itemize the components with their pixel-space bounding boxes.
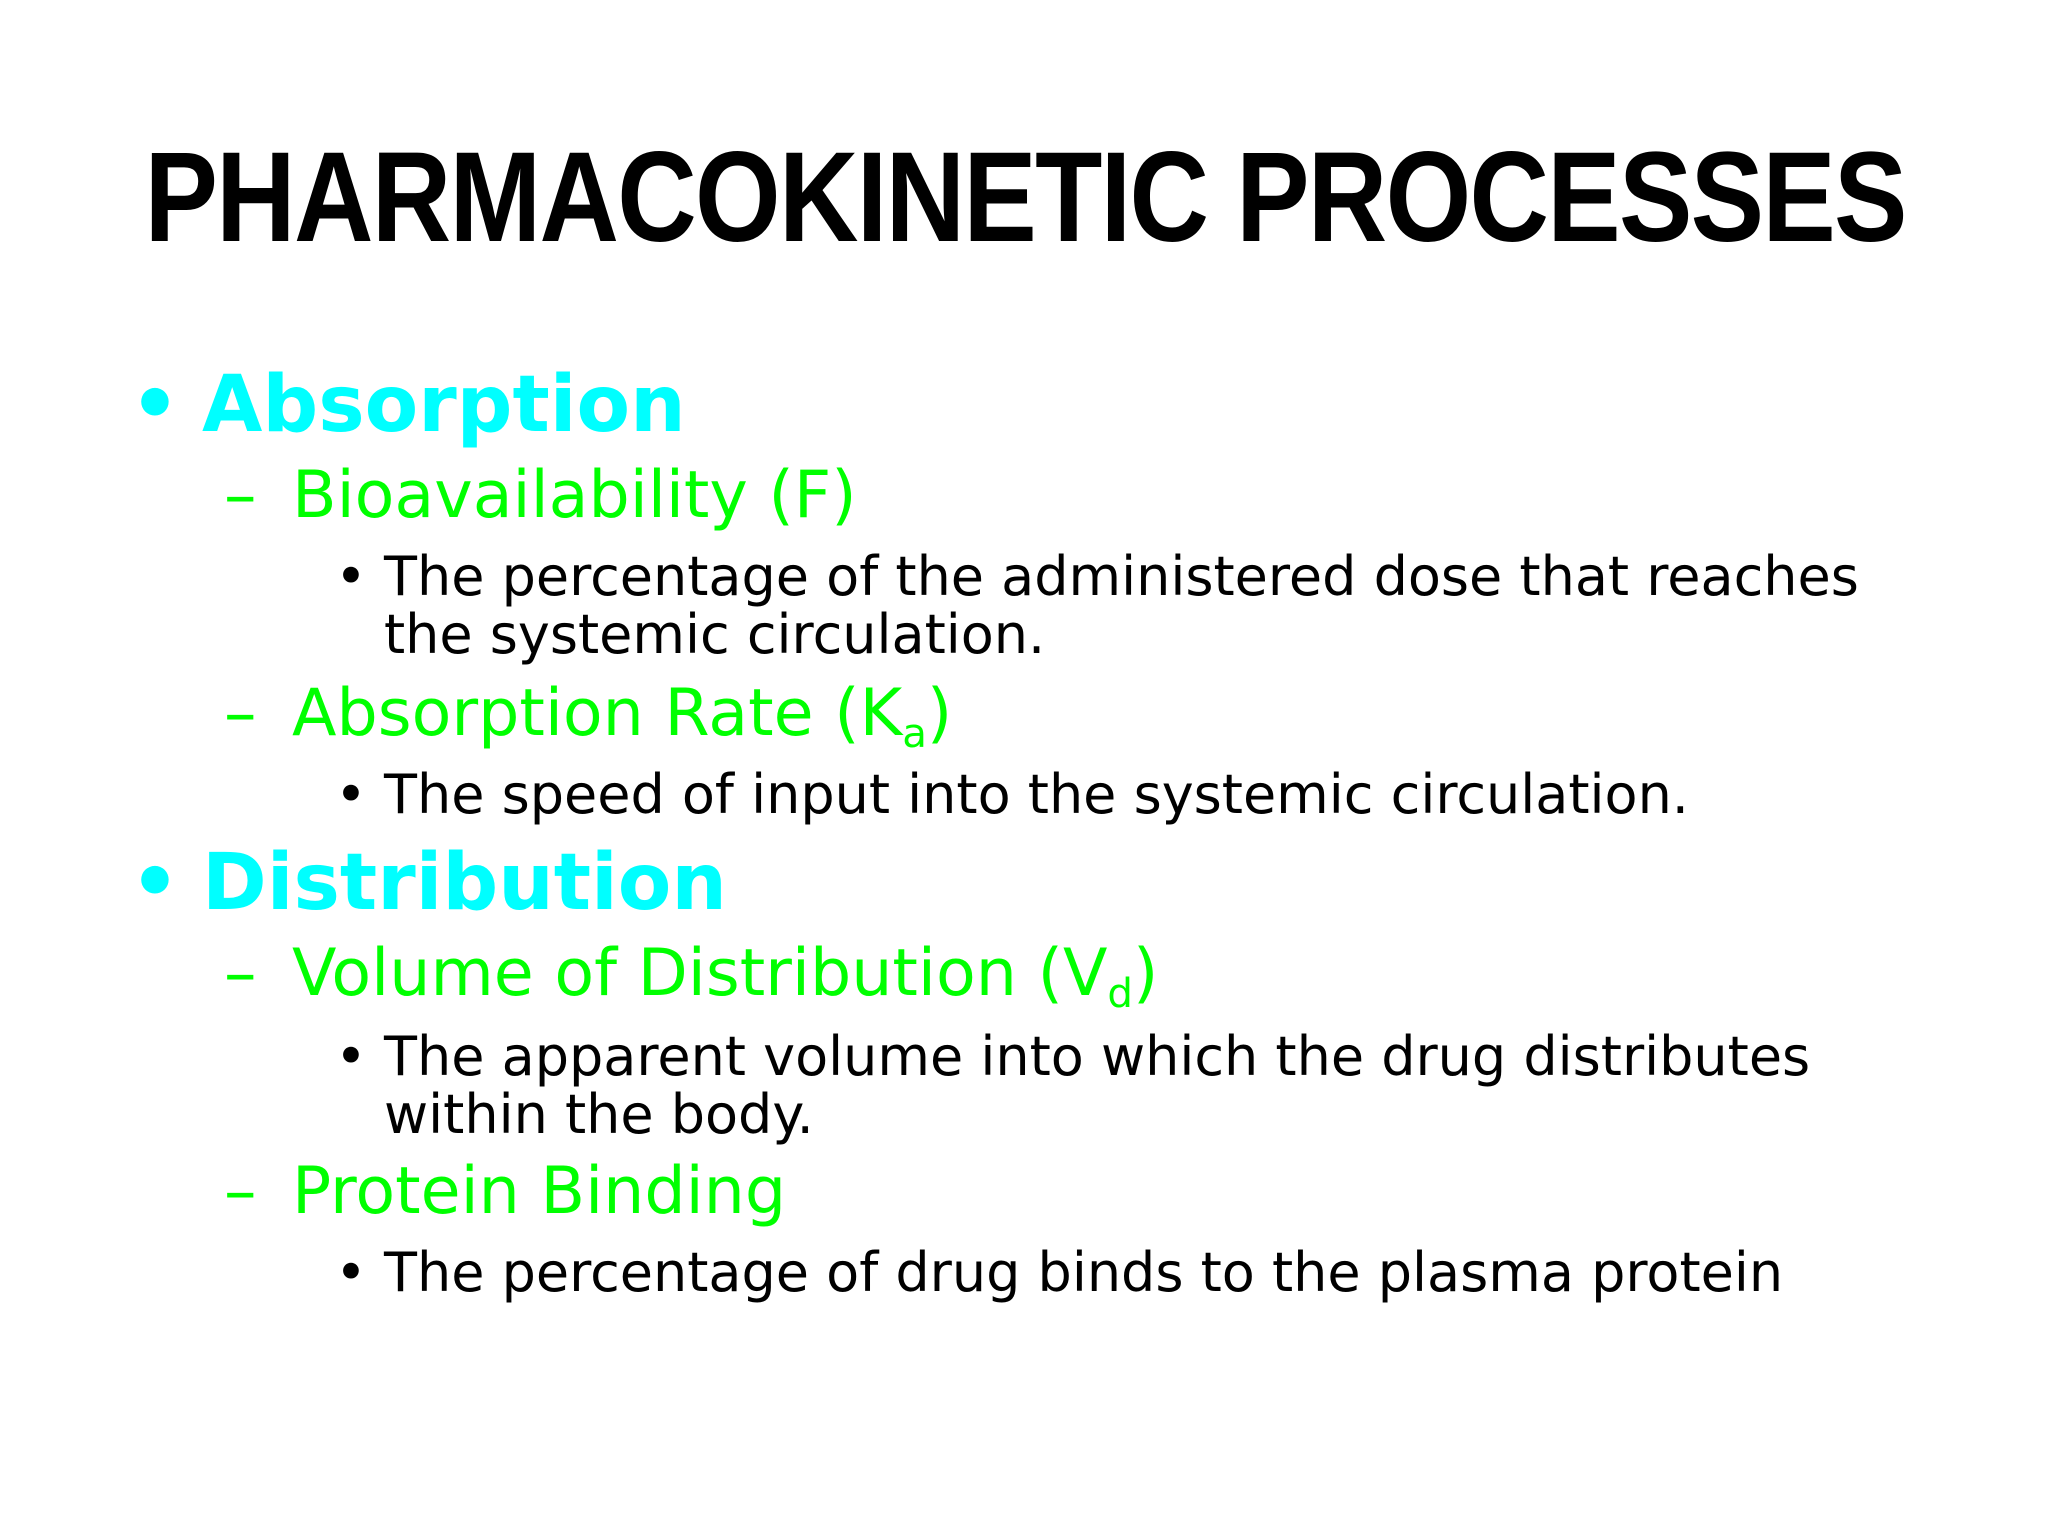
description-line: within the body. [384, 1083, 814, 1146]
description-absorption-rate [335, 763, 1689, 826]
section-heading-absorption: • Absorption [130, 360, 686, 450]
description-line: The apparent volume into which the drug distributes [384, 1025, 1811, 1088]
subitem-bioavailability: – Bioavailability (F) [224, 458, 857, 533]
dash-marker: – [224, 676, 257, 751]
subitem-protein-binding: – Protein Binding [224, 1154, 787, 1229]
description-line: the systemic circulation. [384, 603, 1046, 666]
bullet-marker: • [335, 763, 367, 826]
slide-title: PHARMACOKINETIC PROCESSES [144, 126, 1906, 269]
description-line: The percentage of the administered dose that reaches [384, 545, 1859, 608]
description-line: The speed of input into the systemic circulation. [384, 763, 1689, 826]
subscript: a [902, 710, 927, 758]
bullet-marker: • [130, 838, 180, 928]
description-line: The percentage of drug binds to the plasma protein [384, 1241, 1784, 1304]
section-heading-distribution: • Distribution [130, 838, 727, 928]
subitem-absorption-rate: – Absorption Rate $(K_a)$ [224, 676, 953, 758]
dash-marker: – [224, 936, 257, 1011]
bullet-marker: • [335, 545, 367, 608]
description-volume-of-distribution [335, 1025, 1811, 1146]
bullet-marker: • [335, 1025, 367, 1088]
subitem-volume-of-distribution: – Volume of Distribution $(V_d)$ [224, 936, 1159, 1018]
subscript: d [1107, 970, 1134, 1018]
description-protein-binding [335, 1241, 1784, 1304]
bullet-marker: • [130, 360, 180, 450]
dash-marker: – [224, 458, 257, 533]
bullet-marker: • [335, 1241, 367, 1304]
description-bioavailability [335, 545, 1859, 666]
dash-marker: – [224, 1154, 257, 1229]
